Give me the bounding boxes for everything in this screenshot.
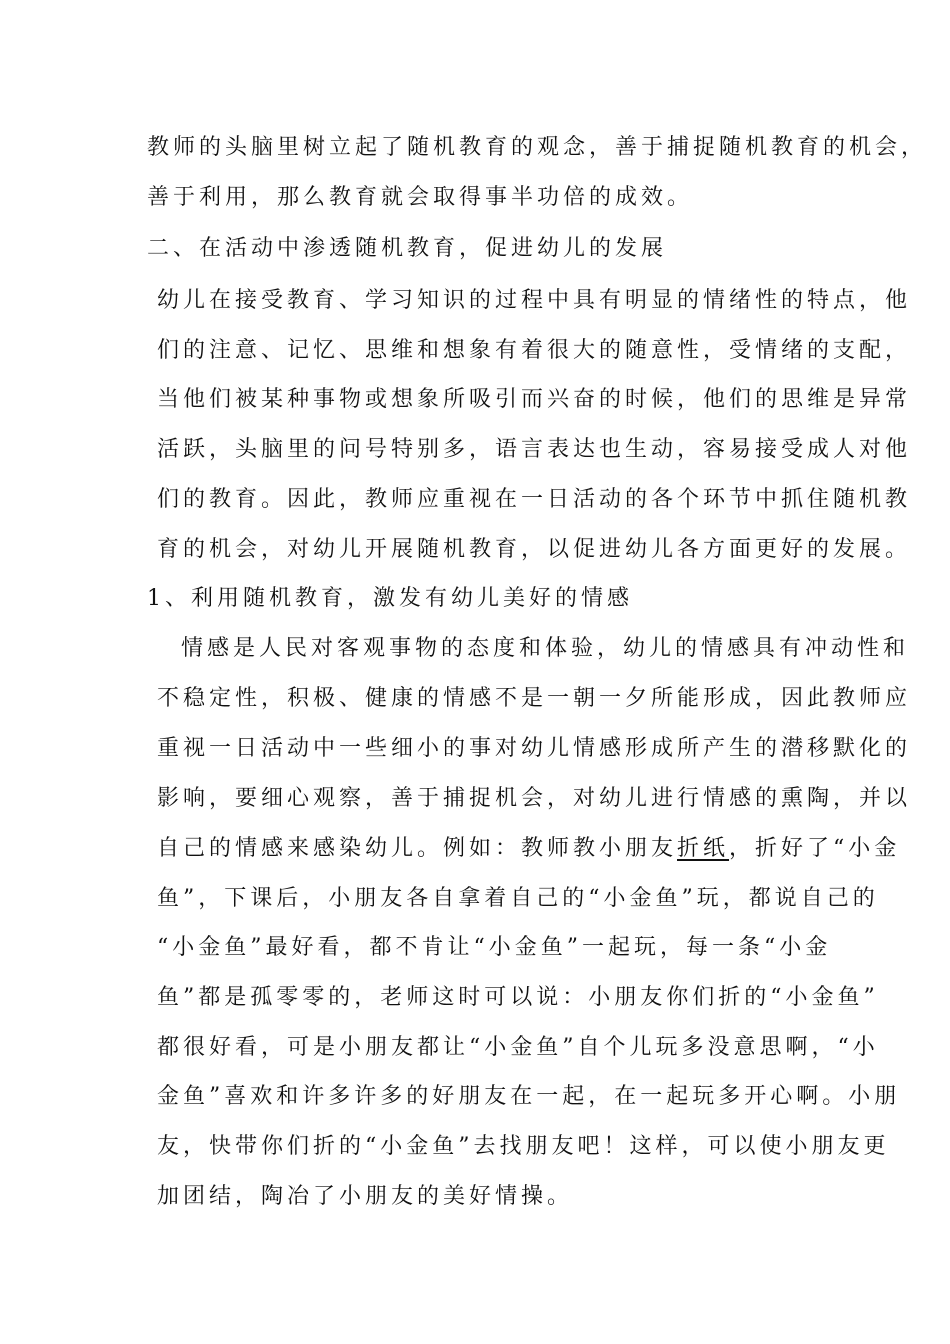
paragraph-line: 都很好看，可是小朋友都让“小金鱼”自个儿玩多没意思啊，“小 [157,1035,879,1060]
paragraph-line: 幼儿在接受教育、学习知识的过程中具有明显的情绪性的特点，他 [157,288,912,313]
paragraph-line: 当他们被某种事物或想象所吸引而兴奋的时候，他们的思维是异常 [157,387,912,412]
subsection-heading: 1、利用随机教育，激发有幼儿美好的情感 [147,586,633,611]
paragraph-line: 友，快带你们折的“小金鱼”去找朋友吧！这样，可以使小朋友更 [157,1134,890,1159]
paragraph-line: 们的教育。因此，教师应重视在一日活动的各个环节中抓住随机教 [157,487,912,512]
paragraph-line: 不稳定性，积极、健康的情感不是一朝一夕所能形成，因此教师应 [157,686,912,711]
paragraph-line: 善于利用，那么教育就会取得事半功倍的成效。 [147,185,694,210]
paragraph-line: 重视一日活动中一些细小的事对幼儿情感形成所产生的潜移默化的 [157,736,912,761]
paragraph-line: 活跃，头脑里的问号特别多，语言表达也生动，容易接受成人对他 [157,437,912,462]
paragraph-line: 影响，要细心观察，善于捕捉机会，对幼儿进行情感的熏陶，并以 [157,786,912,811]
paragraph-line: “小金鱼”最好看，都不肯让“小金鱼”一起玩，每一条“小金 [157,935,832,960]
paragraph-line [157,834,900,864]
paragraph-line: 教师的头脑里树立起了随机教育的观念，善于捕捉随机教育的机会， [147,135,928,160]
paragraph-line: 们的注意、记忆、思维和想象有着很大的随意性，受情绪的支配， [157,338,912,363]
paragraph-line: 金鱼”喜欢和许多许多的好朋友在一起，在一起玩多开心啊。小朋 [157,1084,901,1109]
section-heading: 二、在活动中渗透随机教育，促进幼儿的发展 [147,236,668,261]
paragraph-line: 加团结，陶冶了小朋友的美好情操。 [157,1184,574,1209]
paragraph-line: 育的机会，对幼儿开展随机教育，以促进幼儿各方面更好的发展。 [157,537,912,562]
text-run: ，折好了“小金 [729,836,901,861]
underlined-text: 折纸 [677,836,730,861]
paragraph-line: 情感是人民对客观事物的态度和体验，幼儿的情感具有冲动性和 [181,636,910,661]
text-run: 自己的情感来感染幼儿。例如：教师教小朋友 [157,836,678,861]
paragraph-line: 鱼”都是孤零零的，老师这时可以说：小朋友你们折的“小金鱼” [157,985,879,1010]
paragraph-line: 鱼”，下课后，小朋友各自拿着自己的“小金鱼”玩，都说自己的 [157,886,879,911]
